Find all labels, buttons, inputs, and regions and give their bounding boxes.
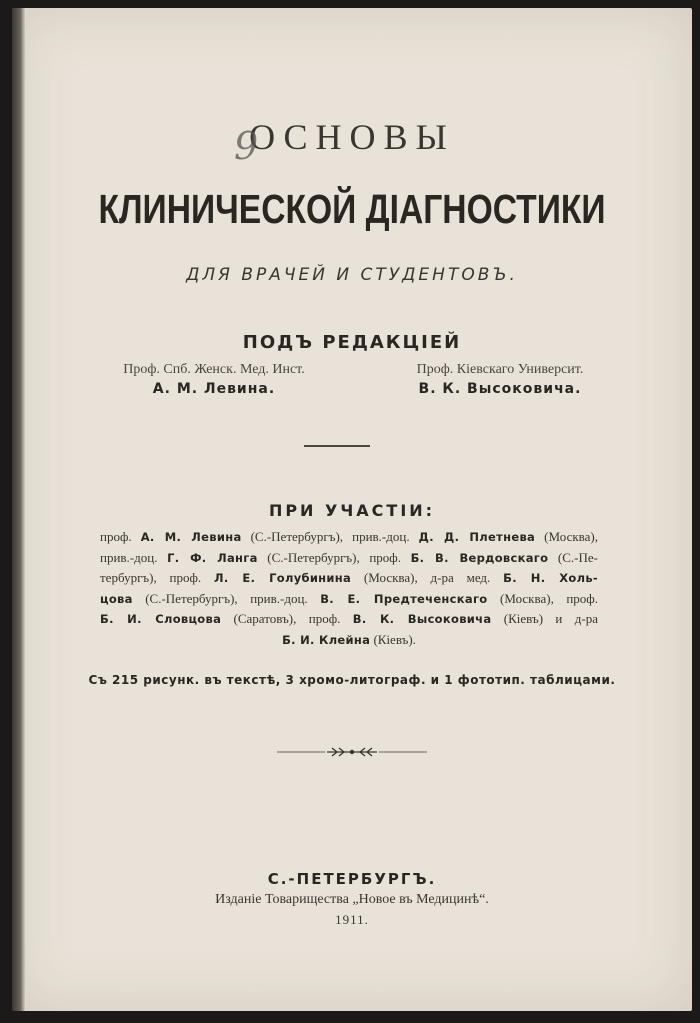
- editor-right-position: Проф. Кіевскаго Университ.: [416, 362, 584, 377]
- participant-text: (С.-Петербургъ), прив.-доц.: [132, 590, 321, 606]
- participants-text: [100, 527, 598, 650]
- participant-name: Б. Н. Холь-: [503, 571, 598, 585]
- participant-text: (Саратовъ), проф.: [221, 611, 353, 626]
- participant-name: В. Е. Предтеченскаго: [320, 591, 488, 606]
- participant-name: Б. В. Вердовскаго: [410, 550, 549, 565]
- participants-line: [100, 630, 598, 651]
- participants-line: [100, 589, 598, 610]
- participants-line: [100, 609, 598, 630]
- participant-text: (С.-Петербургъ), проф.: [257, 549, 411, 565]
- editor-left-position: Проф. Спб. Женск. Мед. Инст.: [123, 362, 305, 377]
- participant-name: цова: [100, 591, 133, 606]
- title-page: [12, 8, 692, 1011]
- participants-line: [100, 568, 598, 589]
- participant-name: Б. И. Клейна: [282, 632, 371, 647]
- participants-line: [100, 548, 598, 569]
- ornament-divider: [277, 745, 427, 759]
- illustrations-note: Съ 215 рисунк. въ текстѣ, 3 хромо-литограф. и 1 фототип. таблицами.: [88, 673, 616, 687]
- participant-text: (Москва), проф.: [487, 590, 598, 606]
- editor-left: [74, 362, 354, 397]
- imprint-publisher: Изданіе Товарищества „Новое въ Медицинѣ“.: [215, 892, 489, 907]
- editor-right: [360, 362, 640, 397]
- divider-rule: [304, 445, 370, 447]
- title-line-2: КЛИНИЧЕСКОЙ ДІАГНОСТИКИ: [98, 186, 606, 232]
- participant-text: (Москва),: [535, 529, 598, 544]
- participants-heading: ПРИ УЧАСТІИ:: [268, 501, 436, 520]
- participant-name: Б. И. Словцова: [100, 612, 222, 626]
- participants-line: [100, 527, 598, 548]
- title-line-1: ОСНОВЫ: [249, 117, 455, 157]
- participant-text: прив.-доц.: [100, 549, 168, 565]
- participant-text: тербургъ), проф.: [100, 570, 215, 585]
- editors-heading: ПОДЪ РЕДАКЦІЕЙ: [242, 332, 462, 353]
- participant-text: (С.-Петербургъ), прив.-доц.: [241, 529, 419, 544]
- subtitle: ДЛЯ ВРАЧЕЙ И СТУДЕНТОВЪ.: [186, 265, 518, 285]
- pencil-mark: 9: [234, 124, 259, 168]
- participant-text: (Кіевъ).: [370, 631, 416, 647]
- participant-name: А. М. Левина: [140, 530, 242, 544]
- participant-name: Г. Ф. Ланга: [167, 550, 258, 565]
- participant-text: (Москва), д-ра мед.: [351, 570, 504, 585]
- editor-left-name: А. М. Левина.: [152, 381, 276, 397]
- participant-text: (С.-Пе-: [548, 549, 598, 565]
- participant-text: (Кіевъ) и д-ра: [491, 611, 598, 626]
- participant-name: Д. Д. Плетнева: [418, 530, 536, 544]
- participant-name: В. К. Высоковича: [352, 612, 492, 626]
- imprint-year: 1911.: [335, 912, 369, 927]
- imprint-city: С.-ПЕТЕРБУРГЪ.: [267, 870, 437, 888]
- editor-right-name: В. К. Высоковича.: [418, 381, 582, 397]
- participant-name: Л. Е. Голубинина: [214, 571, 352, 585]
- participant-text: проф.: [100, 529, 141, 544]
